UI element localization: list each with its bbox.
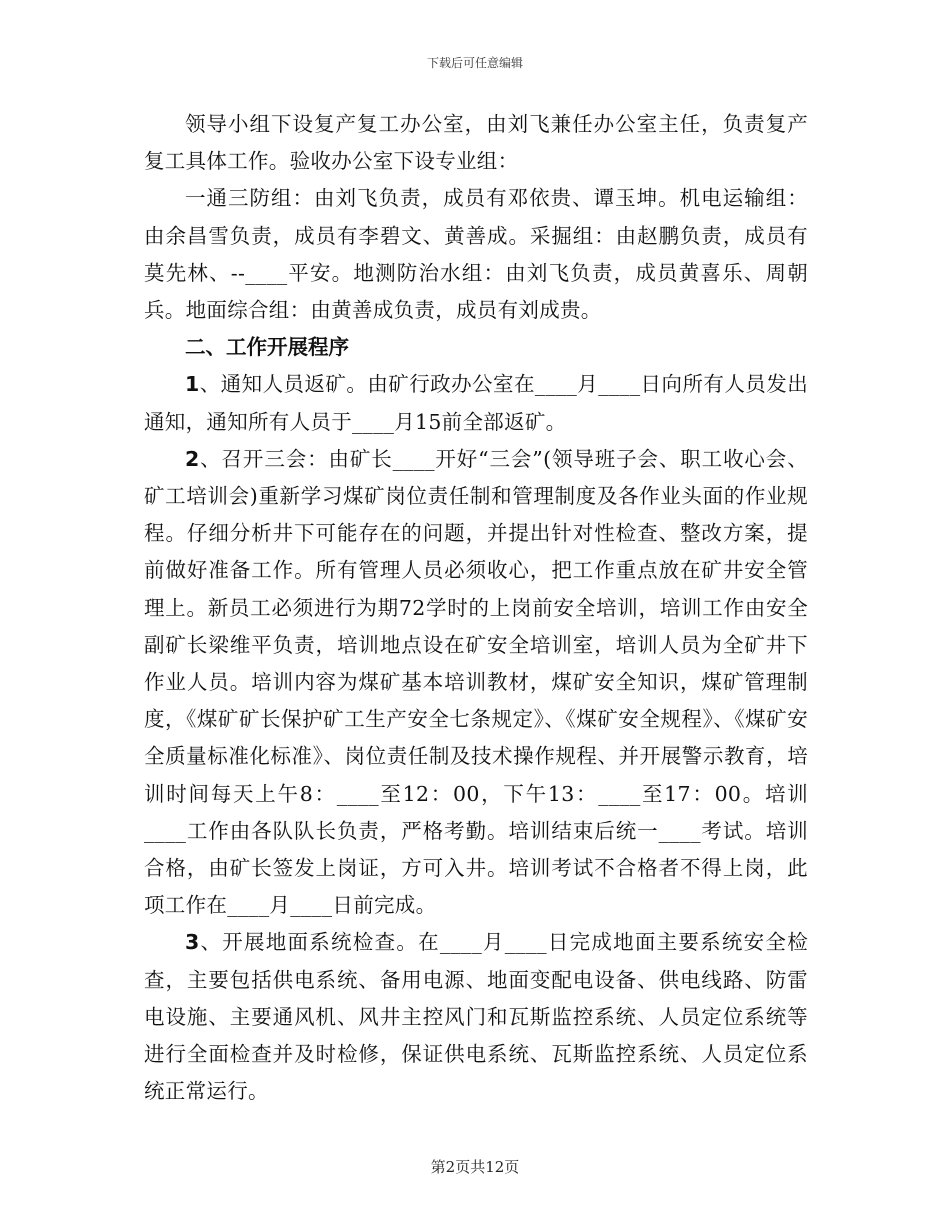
paragraph-special-groups <box>144 180 808 329</box>
paragraph-text: 、通知人员返矿。由矿行政办公室在____月____日向所有人员发出通知，通知所有人员于____月15前全部返矿。 <box>144 372 808 434</box>
document-body <box>144 106 808 1110</box>
paragraph-text: 领导小组下设复产复工办公室，由刘飞兼任办公室主任，负责复产复工具体工作。验收办公室下设专业组： <box>144 112 808 174</box>
section-heading: 二、工作开展程序 <box>185 335 349 360</box>
paragraph-office-setup <box>144 106 808 180</box>
paragraph-text: 、开展地面系统检查。在____月____日完成地面主要系统安全检查，主要包括供电系统、备用电源、地面变配电设备、供电线路、防雷电设施、主要通风机、风井主控风门和瓦斯监控系统、人员定位系统等进行全面检查并及时检修，保证供电系统、瓦斯监控系统、人员定位系统正常运行。 <box>144 930 808 1104</box>
page-footer: 第2页共12页 <box>430 1158 520 1176</box>
step-number: 2 <box>185 446 200 471</box>
step-number: 1 <box>185 372 200 397</box>
paragraph-text: 一通三防组：由刘飞负责，成员有邓依贵、谭玉坤。机电运输组：由余昌雪负责，成员有李碧文、黄善成。采掘组：由赵鹏负责，成员有莫先林、--____平安。地测防治水组：由刘飞负责，成员黄喜乐、周朝兵。地面综合组：由黄善成负责，成员有刘成贵。 <box>144 186 808 323</box>
page-header: 下载后可任意编辑 <box>426 56 523 70</box>
paragraph-step-2 <box>144 441 808 925</box>
step-number: 3 <box>185 930 200 955</box>
paragraph-step-1 <box>144 366 808 440</box>
paragraph-step-3 <box>144 924 808 1110</box>
paragraph-text: 、召开三会：由矿长____开好“三会”(领导班子会、职工收心会、矿工培训会)重新学习煤矿岗位责任制和管理制度及各作业头面的作业规程。仔细分析井下可能存在的问题，并提出针对性检查、整改方案，提前做好准备工作。所有管理人员必须收心，把工作重点放在矿井安全管理上。新员工必须进行为期72学时的上岗前安全培训，培训工作由安全副矿长梁维平负责，培训地点设在矿安全培训室，培训人员为全矿井下作业人员。培训内容为煤矿基本培训教材，煤矿安全知识，煤矿管理制度，《煤矿矿长保护矿工生产安全七条规定》、《煤矿安全规程》、《煤矿安全质量标准化标准》、岗位责任制及技术操作规程、并开展警示教育，培训时间每天上午8：____至12：00，下午13：____至17：00。培训____工作由各队队长负责，严格考勤。培训结束后统一____考试。培训合格，由矿长签发上岗证，方可入井。培训考试不合格者不得上岗，此项工作在____月____日前完成。 <box>144 446 808 918</box>
